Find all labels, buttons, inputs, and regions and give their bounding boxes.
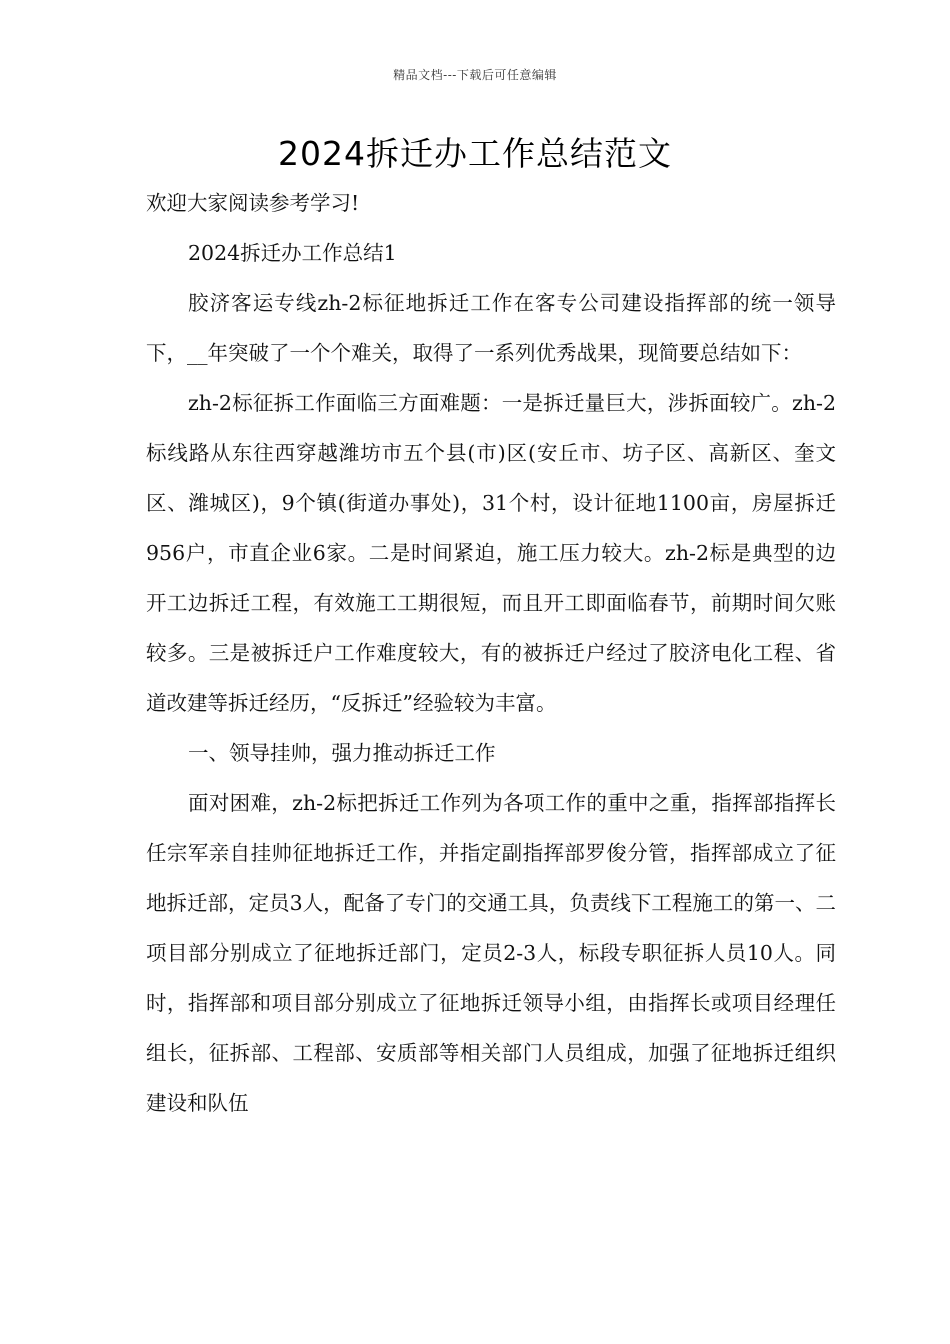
document-title: 2024拆迁办工作总结范文 bbox=[278, 134, 672, 173]
intro-line: 欢迎大家阅读参考学习! bbox=[146, 191, 360, 215]
heading-1: 一、领导挂帅，强力推动拆迁工作 bbox=[188, 741, 496, 765]
paragraph-2: zh-2标征拆工作面临三方面难题：一是拆迁量巨大，涉拆面较广。zh-2标线路从东往西穿越潍坊市五个县(市)区(安丘市、坊子区、高新区、奎文区、潍城区)，9个镇(街道办事处)，31个村，设计征地1100亩，房屋拆迁956户，市直企业6家。二是时间紧迫，施工压力较大。zh-2标是典型的边开工边拆迁工程，有效施工工期很短，而且开工即面临春节，前期时间欠账较多。三是被拆迁户工作难度较大，有的被拆迁户经过了胶济电化工程、省道改建等拆迁经历，“反拆迁”经验较为丰富。 bbox=[146, 391, 836, 715]
paragraph-3: 面对困难，zh-2标把拆迁工作列为各项工作的重中之重，指挥部指挥长任宗军亲自挂帅征地拆迁工作，并指定副指挥部罗俊分管，指挥部成立了征地拆迁部，定员3人，配备了专门的交通工具，负责线下工程施工的第一、二项目部分别成立了征地拆迁部门，定员2-3人，标段专职征拆人员10人。同时，指挥部和项目部分别成立了征地拆迁领导小组，由指挥长或项目经理任组长，征拆部、工程部、安质部等相关部门人员组成，加强了征地拆迁组织建设和队伍 bbox=[146, 791, 836, 1115]
paragraph-1: 胶济客运专线zh-2标征地拆迁工作在客专公司建设指挥部的统一领导下，__年突破了一个个难关，取得了一系列优秀战果，现简要总结如下： bbox=[146, 291, 836, 365]
document-body bbox=[146, 178, 836, 1128]
header-note: 精品文档---下载后可任意编辑 bbox=[393, 68, 557, 82]
section-title: 2024拆迁办工作总结1 bbox=[188, 241, 397, 265]
